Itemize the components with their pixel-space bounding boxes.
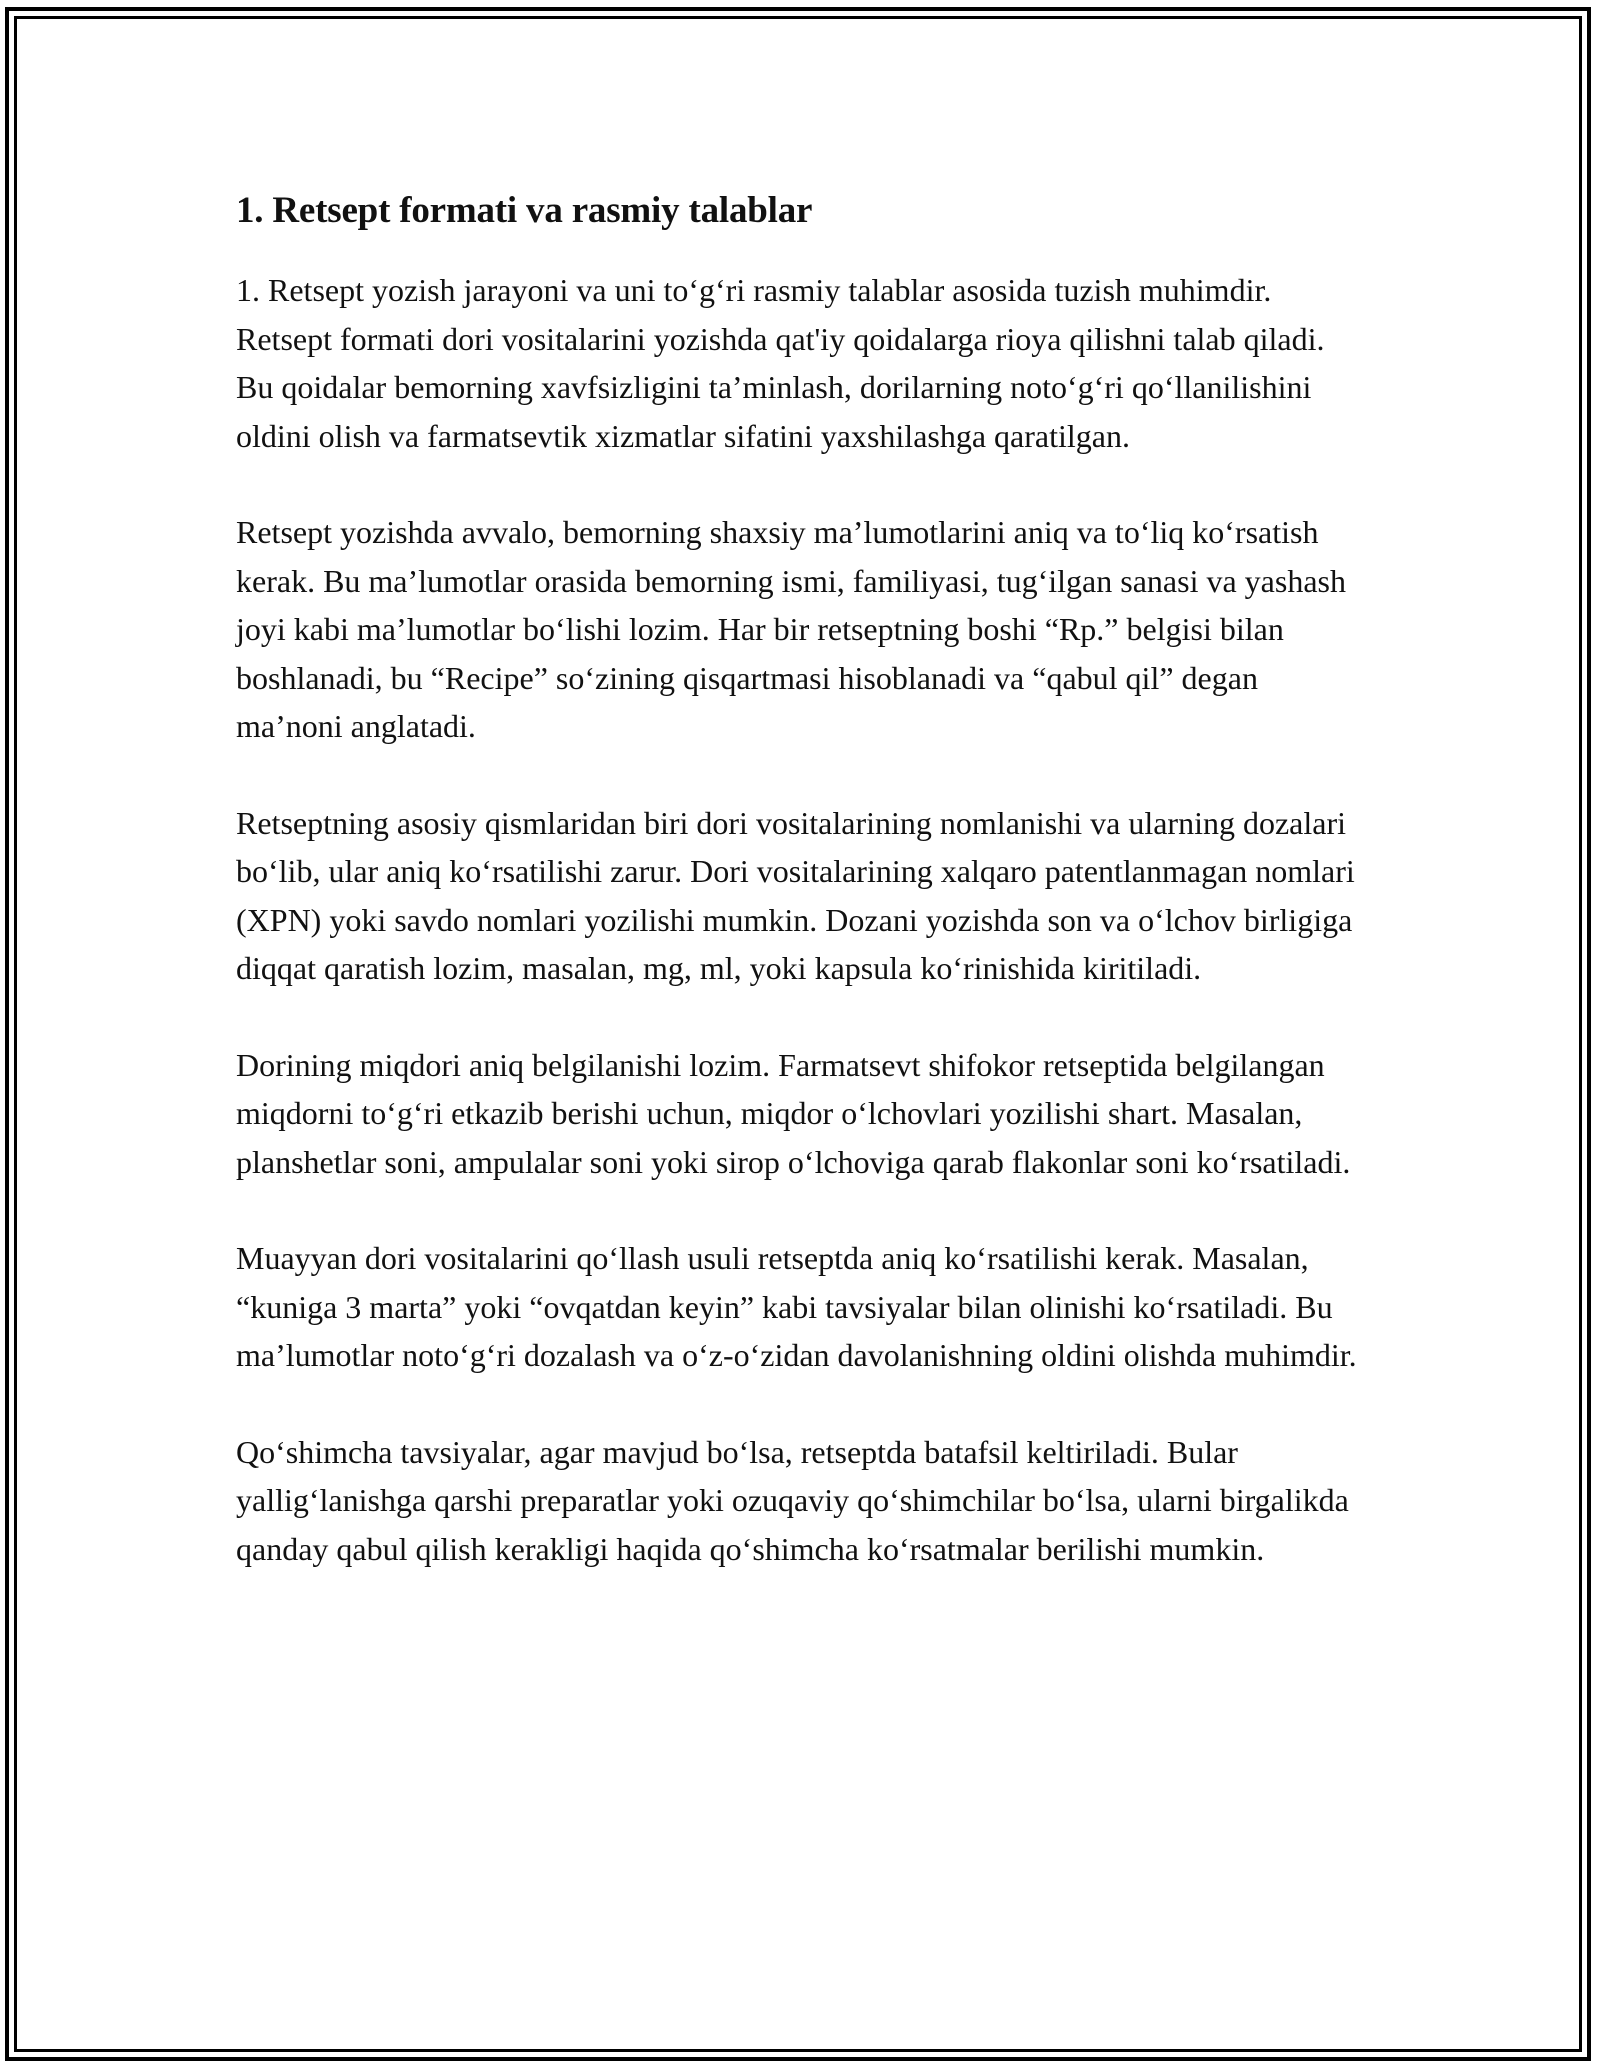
paragraph-additional-advice: Qo‘shimcha tavsiyalar, agar mavjud bo‘lsa, retseptda batafsil keltiriladi. Bular yallig‘lanishga qarshi preparatlar yoki ozuqaviy qo‘shimchilar bo‘lsa, ularni birgalikda qanday qabul qilish kerakligi haqida qo‘shimcha ko‘rsatmalar berilishi mumkin. — [236, 1433, 1349, 1567]
paragraph-intro: 1. Retsept yozish jarayoni va uni to‘g‘ri rasmiy talablar asosida tuzish muhimdir. Retsept formati dori vositalarini yozishda qat'iy qoidalarga rioya qilishni talab qiladi. Bu qoidalar bemorning xavfsizligini ta’minlash, dorilarning noto‘g‘ri qo‘llanilishini oldini olish va farmatsevtik xizmatlar sifatini yaxshilashga qaratilgan. — [236, 272, 1325, 454]
paragraph-usage-method: Muayyan dori vositalarini qo‘llash usuli retseptda aniq ko‘rsatilishi kerak. Masalan, “kuniga 3 marta” yoki “ovqatdan keyin” kabi tavsiyalar bilan olinishi ko‘rsatiladi. Bu ma’lumotlar noto‘g‘ri dozalash va o‘z-o‘zidan davolanishning oldini olishda muhimdir. — [236, 1240, 1357, 1373]
paragraph-patient-data: Retsept yozishda avvalo, bemorning shaxsiy ma’lumotlarini aniq va to‘liq ko‘rsatish kerak. Bu ma’lumotlar orasida bemorning ismi, familiyasi, tug‘ilgan sanasi va yashash joyi kabi ma’lumotlar bo‘lishi lozim. Har bir retseptning boshi “Rp.” belgisi bilan boshlanadi, bu “Recipe” so‘zining qisqartmasi hisoblanadi va “qabul qil” degan ma’noni anglatadi. — [236, 514, 1346, 744]
paragraph-drug-names-doses: Retseptning asosiy qismlaridan biri dori vositalarining nomlanishi va ularning dozalari bo‘lib, ular aniq ko‘rsatilishi zarur. Dori vositalarining xalqaro patentlanmagan nomlari (XPN) yoki savdo nomlari yozilishi mumkin. Dozani yozishda son va o‘lchov birligiga diqqat qaratish lozim, masalan, mg, ml, yoki kapsula ko‘rinishida kiritiladi. — [236, 804, 1355, 986]
paragraph-quantity: Dorining miqdori aniq belgilanishi lozim. Farmatsevt shifokor retseptida belgilangan miqdorni to‘g‘ri etkazib berishi uchun, miqdor o‘lchovlari yozilishi shart. Masalan, planshetlar soni, ampulalar soni yoki sirop o‘lchoviga qarab flakonlar soni ko‘rsatiladi. — [236, 1046, 1351, 1180]
document-body — [236, 186, 1366, 1621]
section-heading: 1. Retsept formati va rasmiy talablar — [236, 190, 813, 231]
